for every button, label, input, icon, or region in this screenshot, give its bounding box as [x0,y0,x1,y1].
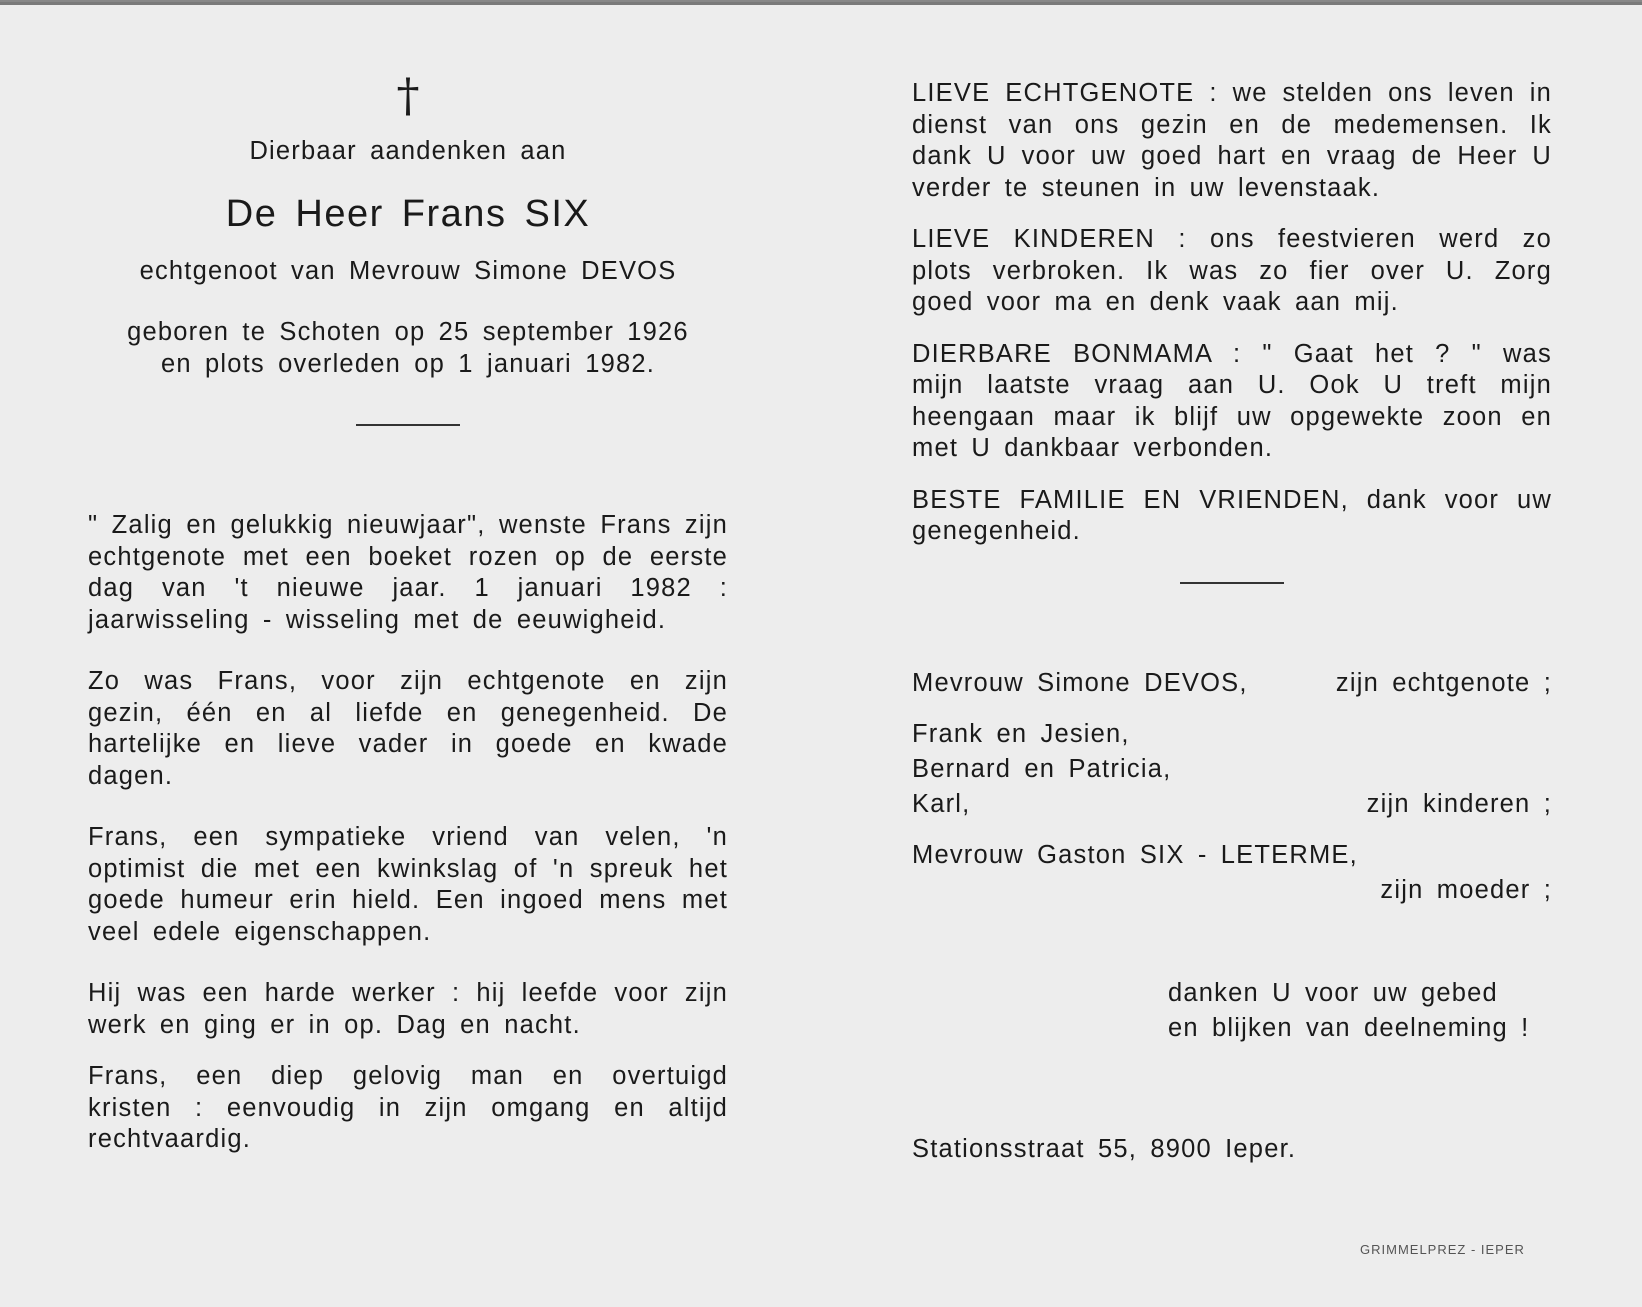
spouse-line: echtgenoot van Mevrouw Simone DEVOS [139,256,677,285]
family-row-child-2 [912,752,1552,787]
left-paragraph-2: Zo was Frans, voor zijn echtgenote en zijn gezin, één en al liefde en genegenheid. De hartelijke en lieve vader in goede en kwade dagen. [88,667,728,790]
thanks-text-1: danken U voor uw gebed [1168,978,1498,1007]
cross-icon: † [396,68,420,122]
intro-text: Dierbaar aandenken aan [249,137,567,165]
children-role: zijn kinderen ; [1366,789,1552,818]
family-row-mother [912,838,1552,873]
right-paragraph-3: DIERBARE BONMAMA : " Gaat het ? " was mijn laatste vraag aan U. Ook U treft mijn heengaan maar ik blijf uw opgewekte zoon en met U dankbaar verbonden. [912,339,1552,462]
thanks-text-2: en blijken van deelneming ! [1168,1013,1530,1042]
right-paragraph-4: BESTE FAMILIE EN VRIENDEN, dank voor uw genegenheid. [912,485,1552,545]
family-row-mother-role [912,873,1552,908]
thanks-block [912,976,1552,1046]
mother-role: zijn moeder ; [1380,875,1552,904]
deceased-name: De Heer Frans SIX [225,192,591,235]
address: Stationsstraat 55, 8900 Ieper. [912,1134,1297,1163]
left-column [88,68,728,1156]
printer-credit: GRIMMELPREZ - IEPER [1360,1242,1525,1257]
birth-line: geboren te Schoten op 25 september 1926 [127,318,689,346]
right-column [912,78,1552,1165]
left-paragraph-4: Hij was een harde werker : hij leefde voor zijn werk en ging er in op. Dag en nacht. [88,979,728,1039]
mother-name: Mevrouw Gaston SIX - LETERME, [912,840,1358,869]
thanks-line-2 [1168,1011,1552,1046]
child-3: Karl, [912,789,971,818]
spouse-name: Mevrouw Simone DEVOS, [912,668,1248,697]
right-paragraph-1: LIEVE ECHTGENOTE : we stelden ons leven in dienst van ons gezin en de medemensen. Ik dank U voor uw goed hart en vraag de Heer U verder te steunen in uw levenstaak. [912,79,1552,202]
family-row-child-3 [912,787,1552,822]
family-row-spouse [912,666,1552,701]
left-paragraph-5: Frans, een diep gelovig man en overtuigd kristen : eenvoudig in zijn omgang en altijd rechtvaardig. [88,1062,728,1153]
right-paragraph-2: LIEVE KINDEREN : ons feestvieren werd zo plots verbroken. Ik was zo fier over U. Zorg goed voor ma en denk vaak aan mij. [912,225,1552,316]
left-paragraph-3: Frans, een sympatieke vriend van velen, 'n optimist die met een kwinkslag of 'n spreuk het goede humeur erin hield. Een ingoed mens met veel edele eigenschappen. [88,823,728,946]
death-line: en plots overleden op 1 januari 1982. [160,349,656,378]
spouse-role: zijn echtgenote ; [1335,668,1552,697]
child-1: Frank en Jesien, [912,719,1130,748]
top-edge-line [0,2,1642,5]
child-2: Bernard en Patricia, [912,754,1172,783]
family-row-child-1 [912,717,1552,752]
left-paragraph-1: " Zalig en gelukkig nieuwjaar", wenste Frans zijn echtgenote met een boeket rozen op de eerste dag van 't nieuwe jaar. 1 januari 1982 : jaarwisseling - wisseling met de eeuwigheid. [88,511,728,634]
thanks-line-1 [1168,976,1552,1011]
